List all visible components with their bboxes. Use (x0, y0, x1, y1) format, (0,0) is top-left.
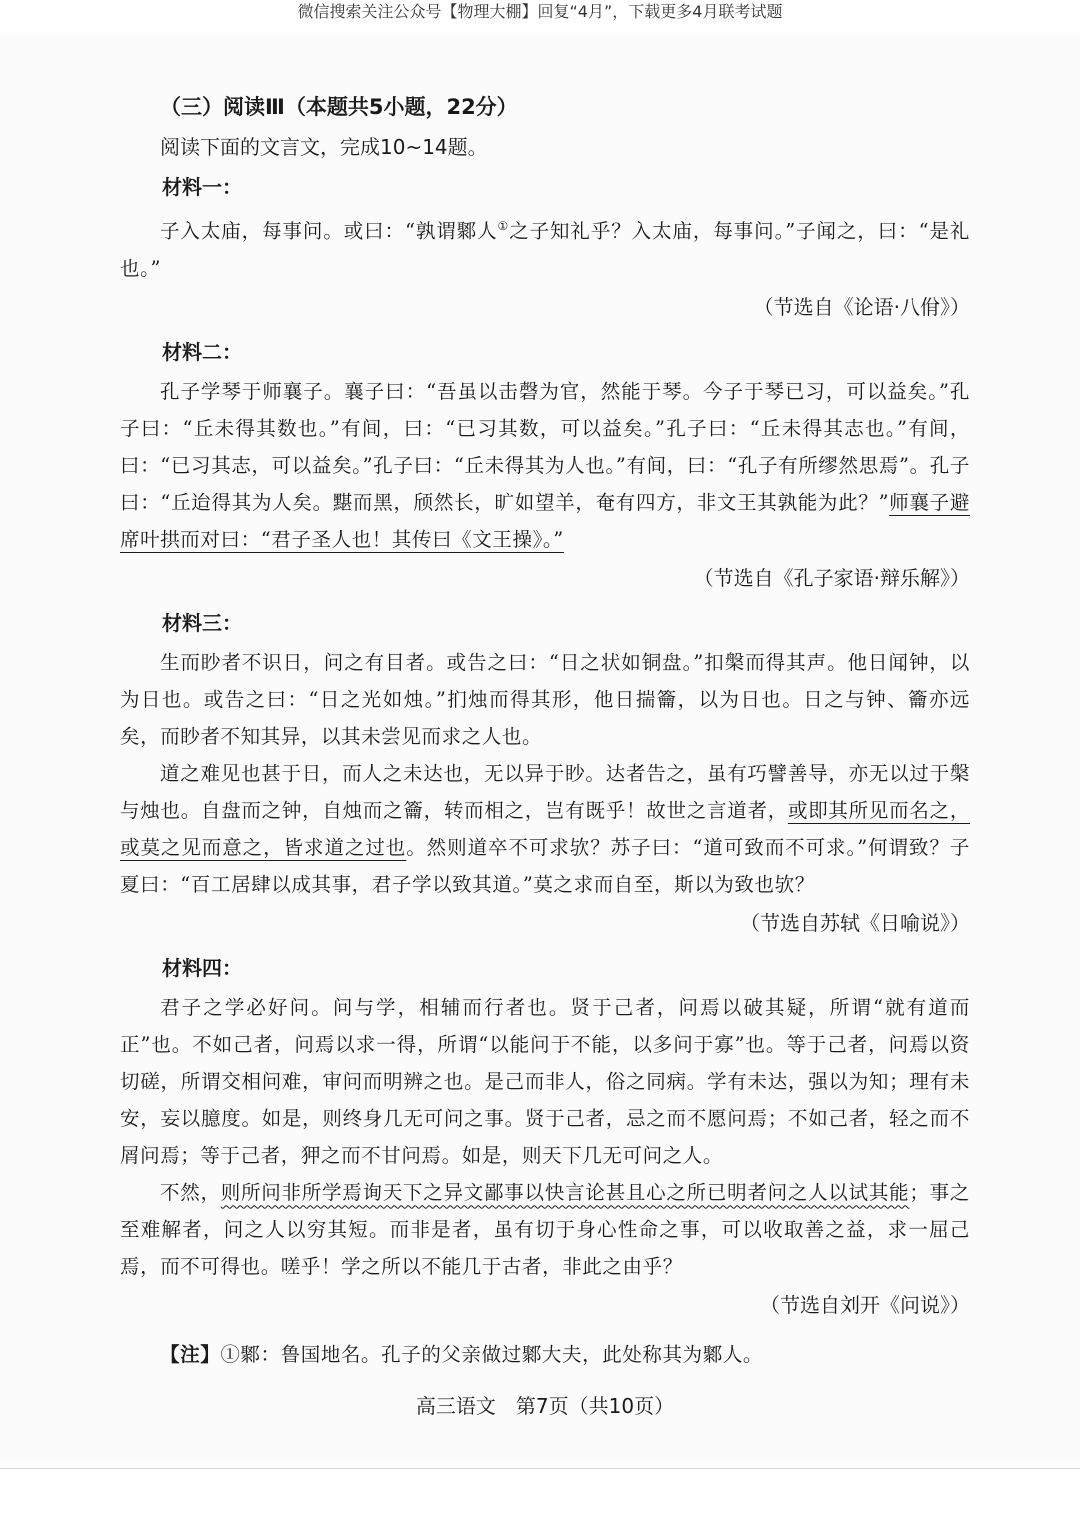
m1-text-b: 之子知礼乎？入太庙，每事问。”子闻之，曰：“是礼也。” (120, 219, 970, 280)
material-4-source: （节选自刘开《问说》） (760, 1292, 970, 1317)
material-3-title: 材料三： (162, 610, 242, 635)
exam-page (0, 34, 1080, 1462)
bottom-divider (0, 1468, 1080, 1469)
m1-text-a: 子入太庙，每事问。或曰：“孰谓鄹人 (160, 219, 498, 243)
footnote-marker: ① (497, 219, 510, 233)
material-3-para-1: 生而眇者不识日，问之有目者。或告之曰：“日之状如铜盘。”扣槃而得其声。他日闻钟，以为日也。或告之曰：“日之光如烛。”扪烛而得其形，他日揣籥，以为日也。日之与钟、籥亦远矣，而眇者不知其异，以其未尝见而求之人也。 (120, 650, 970, 748)
material-1-source: （节选自《论语·八佾》） (753, 294, 970, 319)
m2-text-a: 孔子学琴于师襄子。襄子曰：“吾虽以击磬为官，然能于琴。今子于琴已习，可以益矣。”孔子曰：“丘未得其数也。”有间，曰：“已习其数，可以益矣。”孔子曰：“丘未得其志也。”有间，曰：“已习其志，可以益矣。”孔子曰：“丘未得其为人也。”有间，曰：“孔子有所缪然思焉”。孔子曰：“丘迨得其为人矣。黮而黑，颀然长，旷如望羊，奄有四方，非文王其孰能为此？” (120, 379, 970, 514)
material-4-title: 材料四： (162, 955, 242, 980)
page-content (120, 92, 970, 1421)
material-4-para-1: 君子之学必好问。问与学，相辅而行者也。贤于己者，问焉以破其疑，所谓“就有道而正”也。不如己者，问焉以求一得，所谓“以能问于不能，以多问于寡”也。等于己者，问焉以资切磋，所谓交相问难，审问而明辨之也。是己而非人，俗之同病。学有未达，强以为知；理有未安，妄以臆度。如是，则终身几无可问之事。贤于己者，忌之而不愿问焉；不如己者，轻之而不屑问焉；等于己者，狎之而不甘问焉。如是，则天下几无可问之人。 (120, 995, 970, 1167)
m3-text-b: 。然则道卒不可求欤？苏子曰：“道可致而不可求。”何谓致？子夏曰：“百工居肆以成其事，君子学以致其道。”莫之求而自至，斯以为致也欤？ (120, 835, 970, 896)
m4-wavy-underlined-sentence: 则所问非所学焉询天下之异文鄙事以快言论甚且心之所已明者问之人以试其能 (220, 1180, 910, 1204)
footnote (160, 1337, 970, 1373)
material-2-source: （节选自《孔子家语·辩乐解》） (693, 565, 970, 590)
material-4-para-2 (120, 1174, 970, 1285)
material-1-text (120, 208, 970, 287)
footnote-label: 【注】 (160, 1342, 221, 1366)
footnote-text: ①鄹：鲁国地名。孔子的父亲做过鄹大夫，此处称其为鄹人。 (220, 1342, 764, 1366)
material-2-title: 材料二： (162, 339, 242, 364)
material-3-para-2 (120, 755, 970, 903)
page-footer: 高三语文 第7页（共10页） (415, 1393, 675, 1418)
section-instruction: 阅读下面的文言文，完成10~14题。 (160, 135, 488, 159)
material-1-title: 材料一： (162, 175, 242, 199)
material-2-text (120, 373, 970, 558)
m3-underlined-sentence: 或即其所见而名之，或莫之见而意之，皆求道之过也 (120, 798, 970, 859)
m2-underlined-sentence: 师襄子避席叶拱而对曰：“君子圣人也！其传曰《文王操》。” (120, 490, 970, 551)
m4-text-a: 不然， (160, 1180, 221, 1204)
section-title: （三）阅读Ⅲ（本题共5小题，22分） (160, 95, 518, 119)
m3-text-a: 道之难见也甚于日，而人之未达也，无以异于眇。达者告之，虽有巧譬善导，亦无以过于槃与烛也。自盘而之钟，自烛而之籥，转而相之，岂有既乎！故世之言道者， (120, 761, 970, 822)
material-3-source: （节选自苏轼《日喻说》） (740, 910, 970, 935)
top-banner: 微信搜索关注公众号【物理大棚】回复“4月”，下载更多4月联考试题 (297, 2, 783, 21)
m4-text-b: ；事之至难解者，问之人以穷其短。而非是者，虽有切于身心性命之事，可以收取善之益，求一屈己焉，而不可得也。嗟乎！学之所以不能几于古者，非此之由乎？ (120, 1180, 970, 1278)
